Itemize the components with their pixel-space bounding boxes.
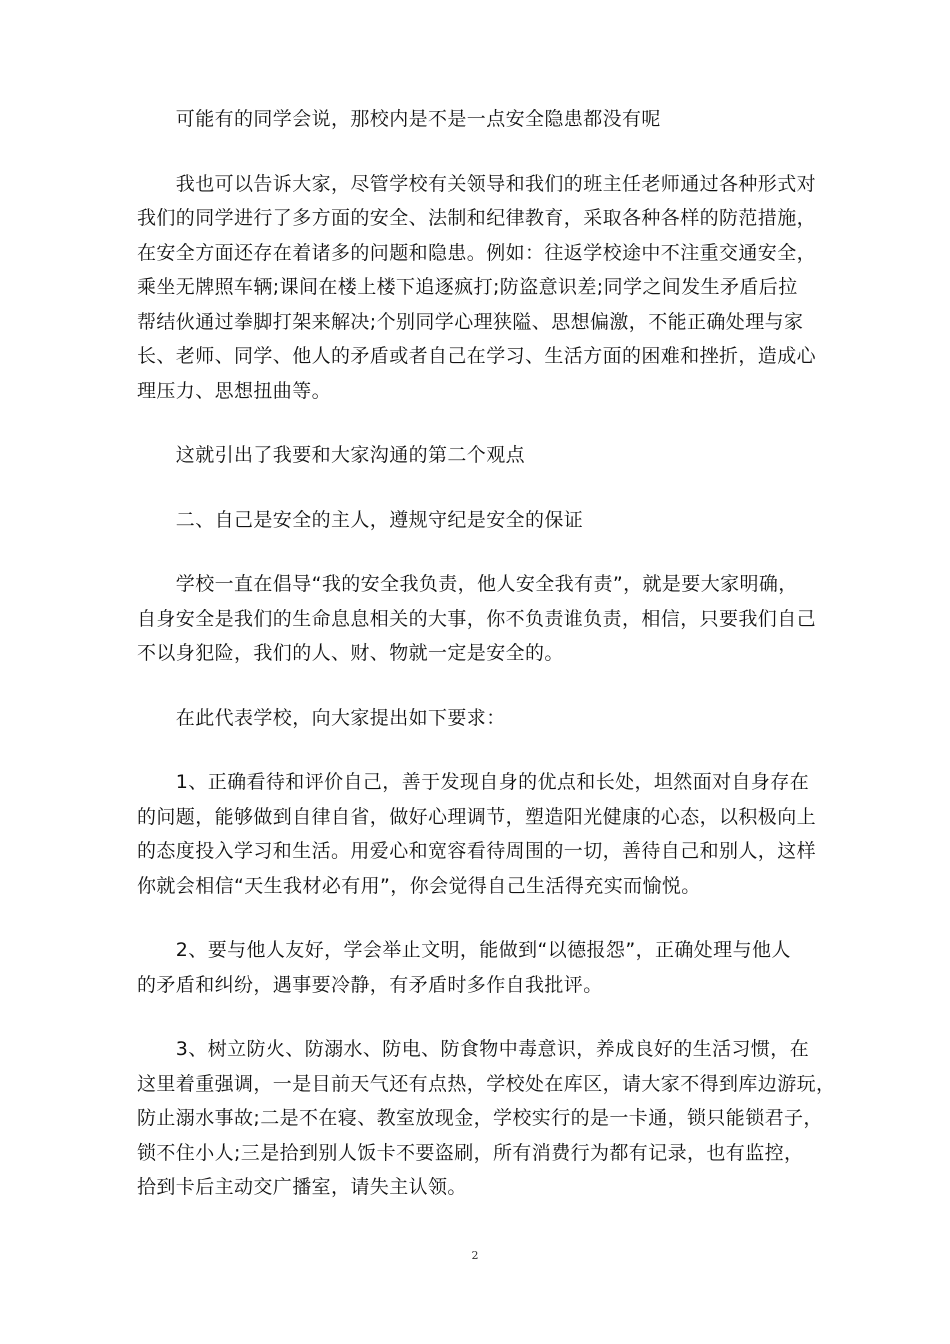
text-line: 理压力、思想扭曲等。 xyxy=(137,379,332,402)
text-line: 拾到卡后主动交广播室，请失主认领。 xyxy=(137,1176,467,1198)
requirement-item-3 xyxy=(137,1032,836,1205)
page-number: 2 xyxy=(471,1249,479,1262)
text-line: 防止溺水事故;二是不在寝、教室放现金，学校实行的是一卡通，锁只能锁君子， xyxy=(137,1107,823,1129)
section-heading xyxy=(137,503,813,538)
text-line: 你就会相信“天生我材必有用”，你会觉得自己生活得充实而愉悦。 xyxy=(137,874,701,897)
paragraph-2 xyxy=(137,167,817,409)
text-line: 的态度投入学习和生活。用爱心和宽容看待周围的一切，善待自己和别人，这样 xyxy=(137,840,817,862)
text-line: 不以身犯险，我们的人、财、物就一定是安全的。 xyxy=(137,642,564,664)
document-body xyxy=(137,102,836,1235)
text-line: 这里着重强调，一是目前天气还有点热，学校处在库区，请大家不得到库边游玩， xyxy=(137,1072,836,1095)
text-line: 帮结伙通过拳脚打架来解决;个别同学心理狭隘、思想偏激，不能正确处理与家 xyxy=(137,310,804,333)
paragraph-6 xyxy=(137,701,813,736)
text-line: 二、自己是安全的主人，遵规守纪是安全的保证 xyxy=(137,508,584,531)
text-line: 这就引出了我要和大家沟通的第二个观点 xyxy=(137,444,526,466)
text-line: 的矛盾和纠纷，遇事要冷静，有矛盾时多作自我批评。 xyxy=(137,973,603,996)
text-line: 3、树立防火、防溺水、防电、防食物中毒意识，养成良好的生活习惯，在 xyxy=(137,1038,810,1060)
paragraph-3 xyxy=(137,438,813,473)
text-line: 锁不住小人;三是拾到别人饭卡不要盗刷，所有消费行为都有记录，也有监控， xyxy=(137,1141,804,1164)
text-line: 我也可以告诉大家，尽管学校有关领导和我们的班主任老师通过各种形式对 xyxy=(137,172,817,195)
text-line: 1、正确看待和评价自己，善于发现自身的优点和长处，坦然面对自身存在 xyxy=(137,771,810,793)
text-line: 在安全方面还存在着诸多的问题和隐患。例如：往返学校途中不注重交通安全， xyxy=(137,241,817,264)
text-line: 2、要与他人友好，学会举止文明，能做到“以德报怨”，正确处理与他人 xyxy=(137,939,791,961)
text-line: 我们的同学进行了多方面的安全、法制和纪律教育，采取各种各样的防范措施， xyxy=(137,207,817,229)
text-line: 学校一直在倡导“我的安全我负责，他人安全我有责”，就是要大家明确， xyxy=(137,573,798,595)
text-line: 自身安全是我们的生命息息相关的大事，你不负责谁负责，相信，只要我们自己 xyxy=(137,607,817,630)
text-line: 的问题，能够做到自律自省，做好心理调节，塑造阳光健康的心态，以积极向上 xyxy=(137,805,817,828)
requirement-item-1 xyxy=(137,765,817,903)
text-line: 可能有的同学会说，那校内是不是一点安全隐患都没有呢 xyxy=(137,108,661,130)
text-line: 在此代表学校，向大家提出如下要求： xyxy=(137,706,506,729)
text-line: 长、老师、同学、他人的矛盾或者自己在学习、生活方面的困难和挫折，造成心 xyxy=(137,345,817,367)
paragraph-5 xyxy=(137,567,817,671)
requirement-item-2 xyxy=(137,933,813,1002)
text-line: 乘坐无牌照车辆;课间在楼上楼下追逐疯打;防盗意识差;同学之间发生矛盾后拉 xyxy=(137,276,798,298)
paragraph-1 xyxy=(137,102,813,137)
